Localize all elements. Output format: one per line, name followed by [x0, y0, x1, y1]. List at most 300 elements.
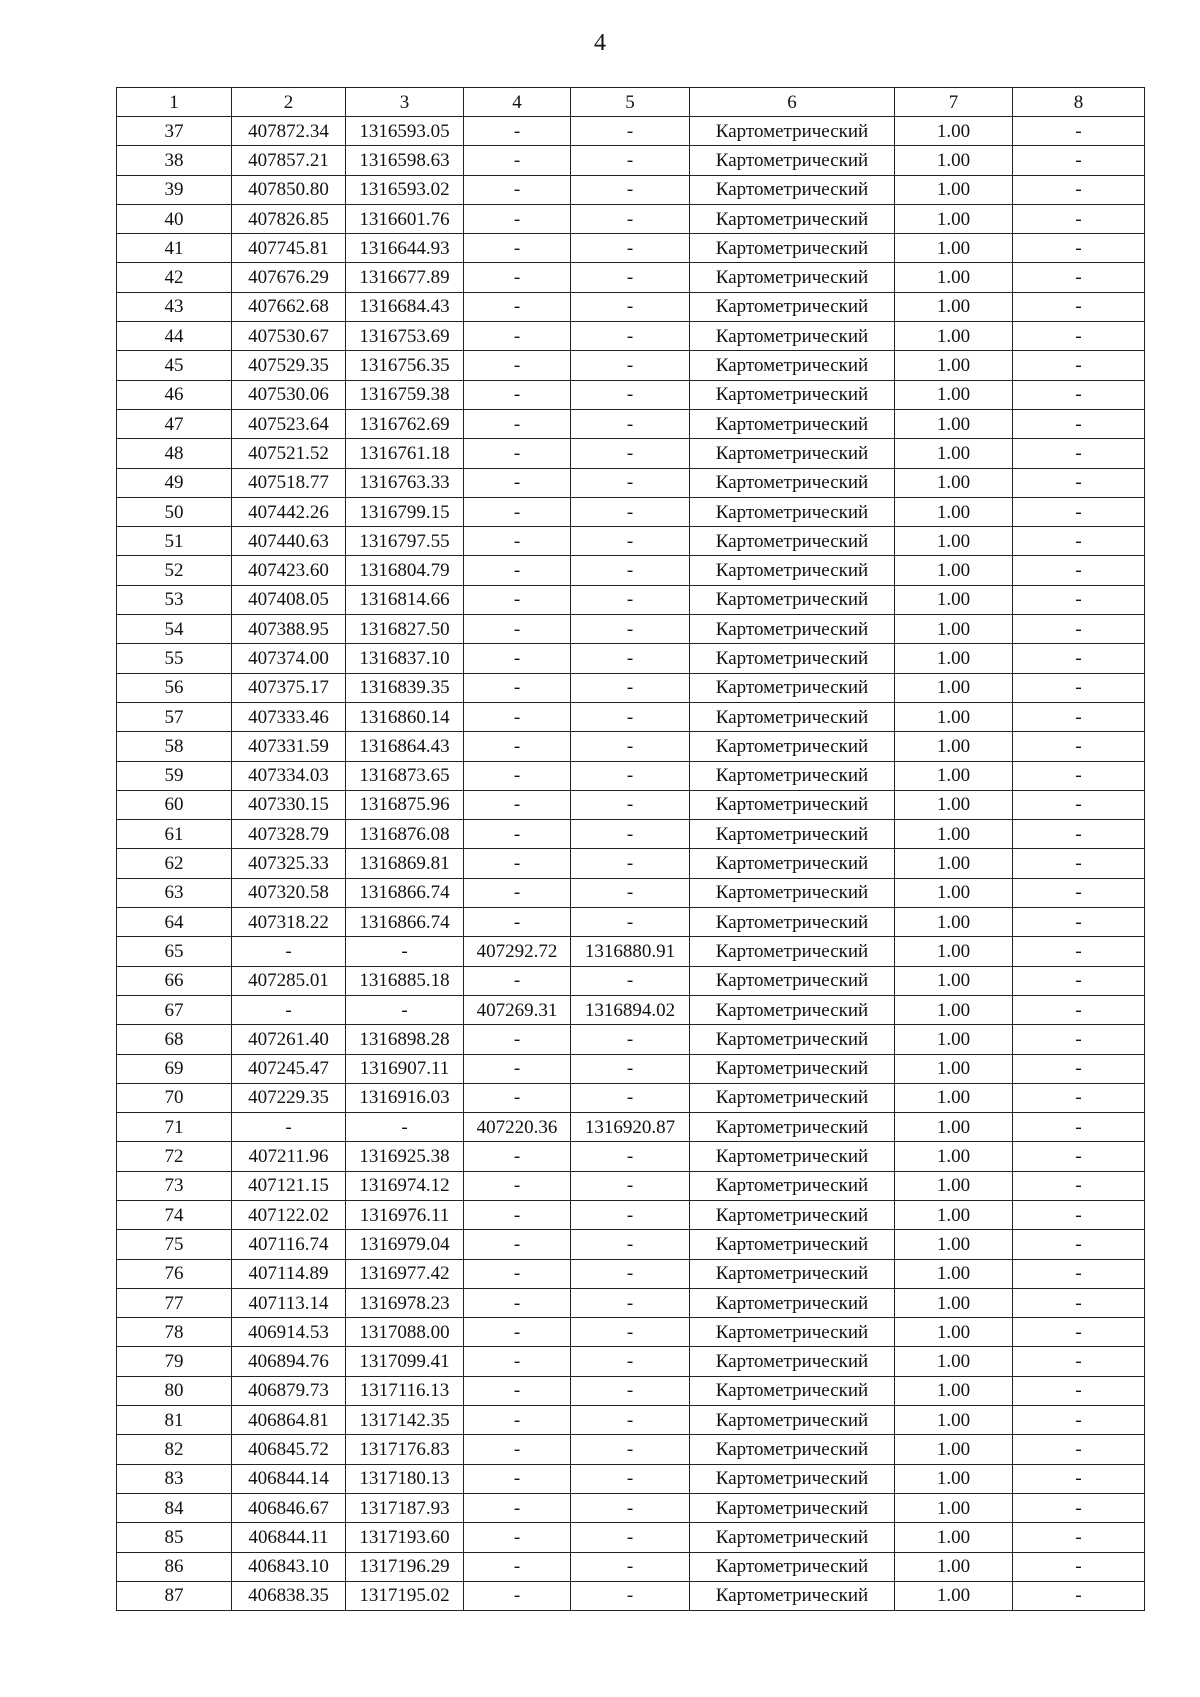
y-alt-coordinate-cell: -: [571, 351, 690, 380]
y-coordinate-cell: 1317180.13: [346, 1464, 464, 1493]
table-row: [117, 849, 1145, 878]
y-coordinate-cell: 1316762.69: [346, 409, 464, 438]
note-cell: -: [1013, 1259, 1145, 1288]
table-row: [117, 1552, 1145, 1581]
method-cell: Картометрический: [690, 1318, 895, 1347]
table-row: [117, 702, 1145, 731]
x-coordinate-cell: 407229.35: [232, 1083, 346, 1112]
y-alt-coordinate-cell: -: [571, 673, 690, 702]
point-number-cell: 86: [117, 1552, 232, 1581]
y-alt-coordinate-cell: -: [571, 322, 690, 351]
method-cell: Картометрический: [690, 1288, 895, 1317]
y-alt-coordinate-cell: -: [571, 1523, 690, 1552]
accuracy-cell: 1.00: [895, 351, 1013, 380]
point-number-cell: 44: [117, 322, 232, 351]
x-alt-coordinate-cell: -: [464, 117, 571, 146]
note-cell: -: [1013, 1113, 1145, 1142]
note-cell: -: [1013, 146, 1145, 175]
y-alt-coordinate-cell: -: [571, 175, 690, 204]
method-cell: Картометрический: [690, 761, 895, 790]
note-cell: -: [1013, 175, 1145, 204]
method-cell: Картометрический: [690, 322, 895, 351]
x-alt-coordinate-cell: 407220.36: [464, 1113, 571, 1142]
table-row: [117, 1200, 1145, 1229]
y-alt-coordinate-cell: 1316920.87: [571, 1113, 690, 1142]
x-alt-coordinate-cell: -: [464, 468, 571, 497]
method-cell: Картометрический: [690, 439, 895, 468]
method-cell: Картометрический: [690, 820, 895, 849]
table-row: [117, 937, 1145, 966]
y-alt-coordinate-cell: -: [571, 146, 690, 175]
accuracy-cell: 1.00: [895, 644, 1013, 673]
x-alt-coordinate-cell: -: [464, 1493, 571, 1522]
table-row: [117, 585, 1145, 614]
x-alt-coordinate-cell: -: [464, 849, 571, 878]
note-cell: -: [1013, 117, 1145, 146]
x-alt-coordinate-cell: -: [464, 1376, 571, 1405]
y-alt-coordinate-cell: -: [571, 1288, 690, 1317]
x-alt-coordinate-cell: -: [464, 263, 571, 292]
table-row: [117, 1406, 1145, 1435]
note-cell: -: [1013, 1376, 1145, 1405]
point-number-cell: 73: [117, 1171, 232, 1200]
accuracy-cell: 1.00: [895, 615, 1013, 644]
x-alt-coordinate-cell: -: [464, 1347, 571, 1376]
x-alt-coordinate-cell: -: [464, 1318, 571, 1347]
note-cell: -: [1013, 1523, 1145, 1552]
method-cell: Картометрический: [690, 1493, 895, 1522]
x-coordinate-cell: 407211.96: [232, 1142, 346, 1171]
y-alt-coordinate-cell: -: [571, 878, 690, 907]
table-row: [117, 1523, 1145, 1552]
y-alt-coordinate-cell: -: [571, 1171, 690, 1200]
x-coordinate-cell: 407523.64: [232, 409, 346, 438]
y-alt-coordinate-cell: 1316880.91: [571, 937, 690, 966]
method-cell: Картометрический: [690, 585, 895, 614]
point-number-cell: 52: [117, 556, 232, 585]
y-coordinate-cell: 1316797.55: [346, 527, 464, 556]
note-cell: -: [1013, 732, 1145, 761]
x-coordinate-cell: 407826.85: [232, 204, 346, 233]
note-cell: -: [1013, 1581, 1145, 1610]
x-coordinate-cell: -: [232, 1113, 346, 1142]
accuracy-cell: 1.00: [895, 1054, 1013, 1083]
method-cell: Картометрический: [690, 615, 895, 644]
accuracy-cell: 1.00: [895, 761, 1013, 790]
point-number-cell: 53: [117, 585, 232, 614]
point-number-cell: 85: [117, 1523, 232, 1552]
point-number-cell: 46: [117, 380, 232, 409]
table-row: [117, 1113, 1145, 1142]
note-cell: -: [1013, 615, 1145, 644]
point-number-cell: 68: [117, 1025, 232, 1054]
method-cell: Картометрический: [690, 1523, 895, 1552]
x-alt-coordinate-cell: -: [464, 702, 571, 731]
y-alt-coordinate-cell: -: [571, 380, 690, 409]
y-coordinate-cell: 1316593.02: [346, 175, 464, 204]
note-cell: -: [1013, 1552, 1145, 1581]
table-row: [117, 1171, 1145, 1200]
point-number-cell: 69: [117, 1054, 232, 1083]
x-coordinate-cell: 407328.79: [232, 820, 346, 849]
method-cell: Картометрический: [690, 1406, 895, 1435]
x-coordinate-cell: 407440.63: [232, 527, 346, 556]
accuracy-cell: 1.00: [895, 702, 1013, 731]
method-cell: Картометрический: [690, 1347, 895, 1376]
y-coordinate-cell: 1316756.35: [346, 351, 464, 380]
y-alt-coordinate-cell: -: [571, 702, 690, 731]
y-alt-coordinate-cell: -: [571, 1054, 690, 1083]
accuracy-cell: 1.00: [895, 468, 1013, 497]
y-coordinate-cell: 1316907.11: [346, 1054, 464, 1083]
x-alt-coordinate-cell: -: [464, 1054, 571, 1083]
method-cell: Картометрический: [690, 380, 895, 409]
method-cell: Картометрический: [690, 1200, 895, 1229]
accuracy-cell: 1.00: [895, 1259, 1013, 1288]
table-row: [117, 761, 1145, 790]
table-row: [117, 351, 1145, 380]
y-alt-coordinate-cell: -: [571, 615, 690, 644]
x-coordinate-cell: -: [232, 995, 346, 1024]
x-coordinate-cell: 407530.06: [232, 380, 346, 409]
method-cell: Картометрический: [690, 1464, 895, 1493]
y-coordinate-cell: 1317099.41: [346, 1347, 464, 1376]
method-cell: Картометрический: [690, 1581, 895, 1610]
x-coordinate-cell: 406864.81: [232, 1406, 346, 1435]
x-alt-coordinate-cell: -: [464, 1435, 571, 1464]
method-cell: Картометрический: [690, 497, 895, 526]
x-coordinate-cell: 407330.15: [232, 790, 346, 819]
x-alt-coordinate-cell: -: [464, 732, 571, 761]
accuracy-cell: 1.00: [895, 204, 1013, 233]
y-alt-coordinate-cell: -: [571, 468, 690, 497]
y-alt-coordinate-cell: -: [571, 849, 690, 878]
table-row: [117, 1376, 1145, 1405]
accuracy-cell: 1.00: [895, 234, 1013, 263]
y-coordinate-cell: 1316759.38: [346, 380, 464, 409]
accuracy-cell: 1.00: [895, 585, 1013, 614]
accuracy-cell: 1.00: [895, 292, 1013, 321]
point-number-cell: 64: [117, 908, 232, 937]
y-alt-coordinate-cell: -: [571, 263, 690, 292]
note-cell: -: [1013, 556, 1145, 585]
point-number-cell: 58: [117, 732, 232, 761]
point-number-cell: 65: [117, 937, 232, 966]
accuracy-cell: 1.00: [895, 820, 1013, 849]
x-alt-coordinate-cell: -: [464, 322, 571, 351]
note-cell: -: [1013, 409, 1145, 438]
table-row: [117, 292, 1145, 321]
y-coordinate-cell: 1316898.28: [346, 1025, 464, 1054]
point-number-cell: 39: [117, 175, 232, 204]
method-cell: Картометрический: [690, 556, 895, 585]
x-coordinate-cell: 407521.52: [232, 439, 346, 468]
x-coordinate-cell: 407374.00: [232, 644, 346, 673]
point-number-cell: 76: [117, 1259, 232, 1288]
x-coordinate-cell: 407442.26: [232, 497, 346, 526]
x-coordinate-cell: 407331.59: [232, 732, 346, 761]
table-header-row: [117, 88, 1145, 117]
x-alt-coordinate-cell: -: [464, 380, 571, 409]
method-cell: Картометрический: [690, 644, 895, 673]
x-alt-coordinate-cell: -: [464, 556, 571, 585]
point-number-cell: 48: [117, 439, 232, 468]
y-alt-coordinate-cell: -: [571, 527, 690, 556]
y-coordinate-cell: 1316677.89: [346, 263, 464, 292]
accuracy-cell: 1.00: [895, 1552, 1013, 1581]
x-coordinate-cell: 407872.34: [232, 117, 346, 146]
table-row: [117, 497, 1145, 526]
note-cell: -: [1013, 468, 1145, 497]
note-cell: -: [1013, 908, 1145, 937]
point-number-cell: 75: [117, 1230, 232, 1259]
table-row: [117, 1464, 1145, 1493]
x-coordinate-cell: 406843.10: [232, 1552, 346, 1581]
method-cell: Картометрический: [690, 234, 895, 263]
method-cell: Картометрический: [690, 908, 895, 937]
x-alt-coordinate-cell: -: [464, 409, 571, 438]
note-cell: -: [1013, 380, 1145, 409]
accuracy-cell: 1.00: [895, 1113, 1013, 1142]
x-alt-coordinate-cell: -: [464, 1581, 571, 1610]
y-alt-coordinate-cell: -: [571, 1406, 690, 1435]
point-number-cell: 59: [117, 761, 232, 790]
y-coordinate-cell: 1316644.93: [346, 234, 464, 263]
accuracy-cell: 1.00: [895, 1083, 1013, 1112]
x-coordinate-cell: 407530.67: [232, 322, 346, 351]
table-row: [117, 1493, 1145, 1522]
x-coordinate-cell: 406844.14: [232, 1464, 346, 1493]
point-number-cell: 37: [117, 117, 232, 146]
y-alt-coordinate-cell: -: [571, 761, 690, 790]
x-alt-coordinate-cell: -: [464, 1552, 571, 1581]
method-cell: Картометрический: [690, 1259, 895, 1288]
column-header: 6: [690, 88, 895, 117]
method-cell: Картометрический: [690, 790, 895, 819]
table-row: [117, 322, 1145, 351]
y-coordinate-cell: 1316864.43: [346, 732, 464, 761]
table-row: [117, 380, 1145, 409]
x-alt-coordinate-cell: -: [464, 204, 571, 233]
point-number-cell: 60: [117, 790, 232, 819]
y-alt-coordinate-cell: -: [571, 1230, 690, 1259]
y-coordinate-cell: -: [346, 1113, 464, 1142]
point-number-cell: 62: [117, 849, 232, 878]
method-cell: Картометрический: [690, 1376, 895, 1405]
y-alt-coordinate-cell: -: [571, 409, 690, 438]
y-coordinate-cell: 1316876.08: [346, 820, 464, 849]
method-cell: Картометрический: [690, 351, 895, 380]
note-cell: -: [1013, 527, 1145, 556]
y-coordinate-cell: 1316763.33: [346, 468, 464, 497]
point-number-cell: 67: [117, 995, 232, 1024]
x-coordinate-cell: 407245.47: [232, 1054, 346, 1083]
x-coordinate-cell: 407850.80: [232, 175, 346, 204]
x-alt-coordinate-cell: -: [464, 439, 571, 468]
point-number-cell: 51: [117, 527, 232, 556]
accuracy-cell: 1.00: [895, 1200, 1013, 1229]
y-alt-coordinate-cell: -: [571, 1083, 690, 1112]
method-cell: Картометрический: [690, 673, 895, 702]
y-alt-coordinate-cell: -: [571, 1493, 690, 1522]
note-cell: -: [1013, 702, 1145, 731]
accuracy-cell: 1.00: [895, 966, 1013, 995]
point-number-cell: 70: [117, 1083, 232, 1112]
note-cell: -: [1013, 1142, 1145, 1171]
accuracy-cell: 1.00: [895, 995, 1013, 1024]
x-coordinate-cell: 406894.76: [232, 1347, 346, 1376]
column-header: 5: [571, 88, 690, 117]
table-row: [117, 1318, 1145, 1347]
method-cell: Картометрический: [690, 1435, 895, 1464]
x-coordinate-cell: 407375.17: [232, 673, 346, 702]
note-cell: -: [1013, 1318, 1145, 1347]
accuracy-cell: 1.00: [895, 439, 1013, 468]
accuracy-cell: 1.00: [895, 1464, 1013, 1493]
accuracy-cell: 1.00: [895, 175, 1013, 204]
x-coordinate-cell: 407320.58: [232, 878, 346, 907]
method-cell: Картометрический: [690, 146, 895, 175]
x-alt-coordinate-cell: -: [464, 1259, 571, 1288]
y-coordinate-cell: 1316976.11: [346, 1200, 464, 1229]
note-cell: -: [1013, 585, 1145, 614]
y-coordinate-cell: 1316860.14: [346, 702, 464, 731]
accuracy-cell: 1.00: [895, 1581, 1013, 1610]
y-coordinate-cell: 1316873.65: [346, 761, 464, 790]
y-alt-coordinate-cell: -: [571, 1435, 690, 1464]
x-coordinate-cell: 407518.77: [232, 468, 346, 497]
x-coordinate-cell: 406846.67: [232, 1493, 346, 1522]
y-coordinate-cell: 1316684.43: [346, 292, 464, 321]
accuracy-cell: 1.00: [895, 1376, 1013, 1405]
note-cell: -: [1013, 1200, 1145, 1229]
note-cell: -: [1013, 849, 1145, 878]
column-header: 2: [232, 88, 346, 117]
method-cell: Картометрический: [690, 1552, 895, 1581]
x-alt-coordinate-cell: -: [464, 820, 571, 849]
method-cell: Картометрический: [690, 263, 895, 292]
y-coordinate-cell: 1316761.18: [346, 439, 464, 468]
method-cell: Картометрический: [690, 468, 895, 497]
note-cell: -: [1013, 790, 1145, 819]
table-row: [117, 966, 1145, 995]
y-coordinate-cell: 1316885.18: [346, 966, 464, 995]
note-cell: -: [1013, 820, 1145, 849]
y-alt-coordinate-cell: -: [571, 732, 690, 761]
table-body: [117, 117, 1145, 1611]
accuracy-cell: 1.00: [895, 1171, 1013, 1200]
y-coordinate-cell: 1316977.42: [346, 1259, 464, 1288]
method-cell: Картометрический: [690, 117, 895, 146]
y-alt-coordinate-cell: -: [571, 1347, 690, 1376]
table-row: [117, 409, 1145, 438]
y-alt-coordinate-cell: -: [571, 439, 690, 468]
point-number-cell: 61: [117, 820, 232, 849]
y-alt-coordinate-cell: -: [571, 204, 690, 233]
y-coordinate-cell: 1316866.74: [346, 878, 464, 907]
table-row: [117, 1435, 1145, 1464]
y-alt-coordinate-cell: -: [571, 1464, 690, 1493]
x-coordinate-cell: 407408.05: [232, 585, 346, 614]
x-alt-coordinate-cell: -: [464, 1523, 571, 1552]
y-coordinate-cell: 1316804.79: [346, 556, 464, 585]
table-row: [117, 1083, 1145, 1112]
x-coordinate-cell: 407113.14: [232, 1288, 346, 1317]
method-cell: Картометрический: [690, 292, 895, 321]
method-cell: Картометрический: [690, 966, 895, 995]
point-number-cell: 81: [117, 1406, 232, 1435]
y-alt-coordinate-cell: -: [571, 1025, 690, 1054]
accuracy-cell: 1.00: [895, 1406, 1013, 1435]
point-number-cell: 87: [117, 1581, 232, 1610]
y-coordinate-cell: 1316601.76: [346, 204, 464, 233]
x-alt-coordinate-cell: -: [464, 615, 571, 644]
accuracy-cell: 1.00: [895, 732, 1013, 761]
x-alt-coordinate-cell: -: [464, 1025, 571, 1054]
table-row: [117, 1259, 1145, 1288]
point-number-cell: 84: [117, 1493, 232, 1522]
table-row: [117, 878, 1145, 907]
note-cell: -: [1013, 1025, 1145, 1054]
y-coordinate-cell: 1316799.15: [346, 497, 464, 526]
table-row: [117, 117, 1145, 146]
x-coordinate-cell: 406845.72: [232, 1435, 346, 1464]
accuracy-cell: 1.00: [895, 1230, 1013, 1259]
method-cell: Картометрический: [690, 175, 895, 204]
point-number-cell: 55: [117, 644, 232, 673]
y-coordinate-cell: 1317195.02: [346, 1581, 464, 1610]
table-row: [117, 790, 1145, 819]
accuracy-cell: 1.00: [895, 527, 1013, 556]
note-cell: -: [1013, 937, 1145, 966]
x-coordinate-cell: 407121.15: [232, 1171, 346, 1200]
method-cell: Картометрический: [690, 849, 895, 878]
x-alt-coordinate-cell: -: [464, 175, 571, 204]
point-number-cell: 40: [117, 204, 232, 233]
column-header: 8: [1013, 88, 1145, 117]
x-coordinate-cell: 407745.81: [232, 234, 346, 263]
x-coordinate-cell: 406838.35: [232, 1581, 346, 1610]
method-cell: Картометрический: [690, 995, 895, 1024]
accuracy-cell: 1.00: [895, 1347, 1013, 1376]
x-coordinate-cell: 406879.73: [232, 1376, 346, 1405]
table-row: [117, 1288, 1145, 1317]
x-alt-coordinate-cell: -: [464, 966, 571, 995]
x-alt-coordinate-cell: -: [464, 673, 571, 702]
x-alt-coordinate-cell: -: [464, 1406, 571, 1435]
table-row: [117, 644, 1145, 673]
x-coordinate-cell: 407122.02: [232, 1200, 346, 1229]
table-row: [117, 995, 1145, 1024]
method-cell: Картометрический: [690, 702, 895, 731]
y-coordinate-cell: 1316974.12: [346, 1171, 464, 1200]
x-alt-coordinate-cell: -: [464, 1171, 571, 1200]
accuracy-cell: 1.00: [895, 146, 1013, 175]
point-number-cell: 42: [117, 263, 232, 292]
x-alt-coordinate-cell: -: [464, 146, 571, 175]
y-coordinate-cell: 1316839.35: [346, 673, 464, 702]
note-cell: -: [1013, 263, 1145, 292]
x-coordinate-cell: 407857.21: [232, 146, 346, 175]
table-row: [117, 1142, 1145, 1171]
y-alt-coordinate-cell: -: [571, 820, 690, 849]
x-alt-coordinate-cell: -: [464, 497, 571, 526]
method-cell: Картометрический: [690, 204, 895, 233]
point-number-cell: 54: [117, 615, 232, 644]
point-number-cell: 78: [117, 1318, 232, 1347]
y-coordinate-cell: 1317088.00: [346, 1318, 464, 1347]
table-row: [117, 146, 1145, 175]
